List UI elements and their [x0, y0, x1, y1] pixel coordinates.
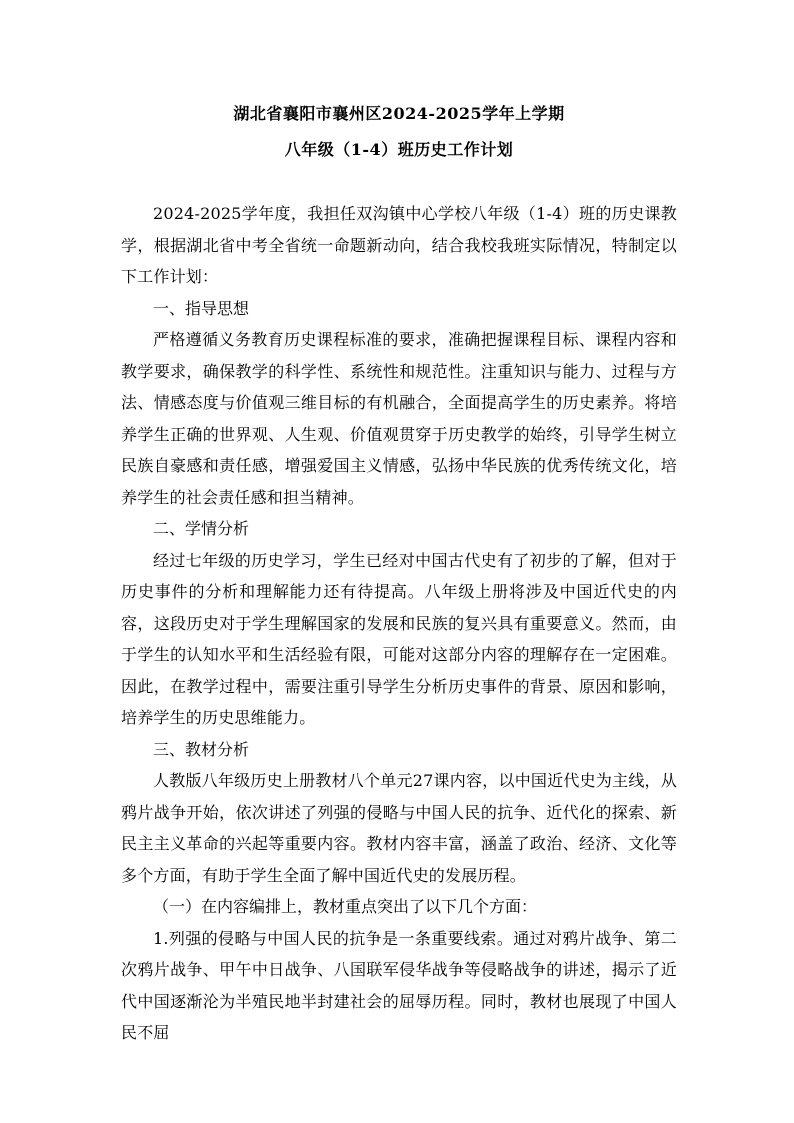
section-heading-textbook-analysis: 三、教材分析	[153, 739, 250, 759]
document-title-line1: 湖北省襄阳市襄州区2024-2025学年上学期	[233, 104, 565, 123]
subsection-heading-content-arrangement: （一）在内容编排上，教材重点突出了以下几个方面：	[153, 897, 538, 916]
section-heading-guiding-ideology: 一、指导思想	[153, 298, 250, 318]
section-heading-student-analysis: 二、学情分析	[153, 519, 250, 538]
section-body-guiding-ideology: 严格遵循义务教育历史课程标准的要求，准确把握课程目标、课程内容和教学要求，确保教学的科学性、系统性和规范性。注重知识与能力、过程与方法、情感态度与价值观三维目标的有机融合，全面提高学生的历史素养。将培养学生正确的世界观、人生观、价值观贯穿于历史教学的始终，引导学生树立民族自豪感和责任感，增强爱国主义情感，弘扬中华民族的优秀传统文化，培养学生的社会责任感和担当精神。	[121, 330, 677, 507]
point-1-paragraph: 1.列强的侵略与中国人民的抗争是一条重要线索。通过对鸦片战争、第二次鸦片战争、甲午中日战争、八国联军侵华战争等侵略战争的讲述，揭示了近代中国逐渐沦为半殖民地半封建社会的屈辱历程。同时，教材也展现了中国人民不屈	[121, 928, 677, 1042]
title-spacer	[121, 168, 677, 198]
intro-paragraph: 2024-2025学年度，我担任双沟镇中心学校八年级（1-4）班的历史课教学，根据湖北省中考全省统一命题新动向，结合我校我班实际情况，特制定以下工作计划：	[121, 204, 677, 286]
document-title-line2: 八年级（1-4）班历史工作计划	[284, 140, 514, 159]
section-body-student-analysis: 经过七年级的历史学习，学生已经对中国古代史有了初步的了解，但对于历史事件的分析和理解能力还有待提高。八年级上册将涉及中国近代史的内容，这段历史对于学生理解国家的发展和民族的复兴具有重要意义。然而，由于学生的认知水平和生活经验有限，可能对这部分内容的理解存在一定困难。因此，在教学过程中，需要注重引导学生分析历史事件的背景、原因和影响，培养学生的历史思维能力。	[121, 550, 677, 727]
section-body-textbook-analysis: 人教版八年级历史上册教材八个单元27课内容，以中国近代史为主线，从鸦片战争开始，依次讲述了列强的侵略与中国人民的抗争、近代化的探索、新民主主义革命的兴起等重要内容。教材内容丰富，涵盖了政治、经济、文化等多个方面，有助于学生全面了解中国近代史的发展历程。	[121, 771, 677, 885]
